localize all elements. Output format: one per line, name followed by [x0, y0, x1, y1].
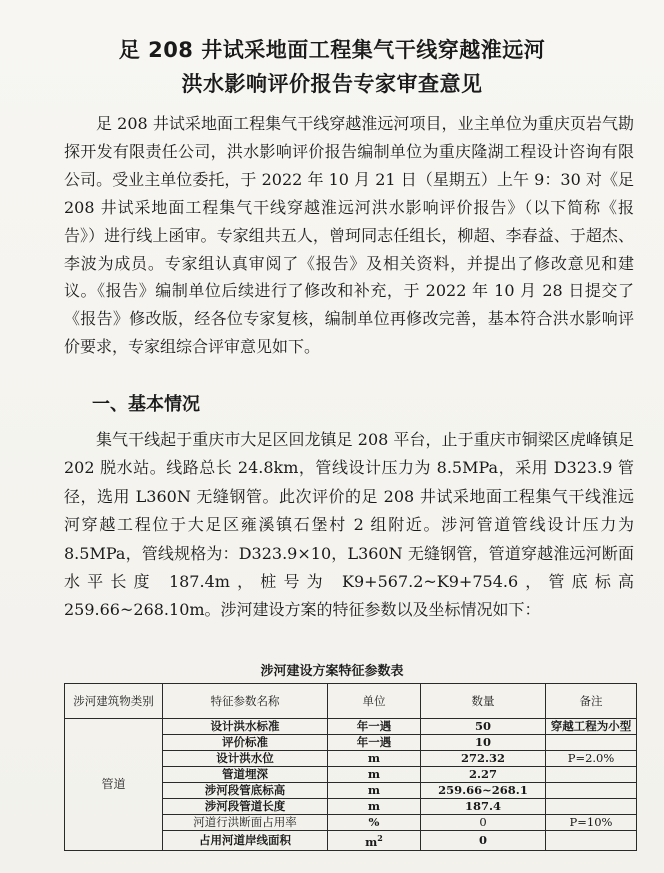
- param-qty: 187.4: [421, 799, 546, 815]
- table-row: [65, 719, 637, 735]
- param-unit: m: [328, 751, 421, 767]
- param-name: 管道埋深: [163, 767, 328, 783]
- section1-paragraph: 集气干线起于重庆市大足区回龙镇足 208 平台，止于重庆市铜梁区虎峰镇足 202 脱水站。线路总长 24.8km，管线设计压力为 8.5MPa，采用 D323.9 管径，选用 L360N 无缝钢管。此次评价的足 208 井试采地面工程集气干线淮远河穿越工程位于大足区雍溪镇石堡村 2 组附近。涉河管道管线设计压力为 8.5MPa，管线规格为：D323.9×10，L360N 无缝钢管，管道穿越淮远河断面水平长度 187.4m，桩号为 K9+567.2~K9+754.6，管底标高 259.66~268.10m。涉河建设方案的特征参数以及坐标情况如下：: [64, 430, 634, 620]
- param-note: [546, 831, 637, 851]
- param-unit: [328, 831, 421, 851]
- param-note: 穿越工程为小型: [546, 719, 637, 735]
- param-unit: m: [328, 767, 421, 783]
- param-unit: m: [328, 783, 421, 799]
- param-name: 河道行洪断面占用率: [163, 815, 328, 831]
- table-header-row: [65, 684, 637, 719]
- param-unit: 年一遇: [328, 719, 421, 735]
- header-category: 涉河建筑物类别: [65, 684, 163, 719]
- param-unit: 年一遇: [328, 735, 421, 751]
- param-name: 设计洪水标准: [163, 719, 328, 735]
- param-name: 占用河道岸线面积: [163, 831, 328, 851]
- param-unit: m: [328, 799, 421, 815]
- param-note: P=10%: [546, 815, 637, 831]
- header-note: 备注: [546, 684, 637, 719]
- category-cell: 管道: [65, 719, 163, 851]
- param-name: 涉河段管底标高: [163, 783, 328, 799]
- parameter-table: [64, 683, 637, 851]
- document-title-line1: 足 208 井试采地面工程集气干线穿越淮远河: [118, 38, 546, 62]
- header-unit: 单位: [328, 684, 421, 719]
- param-note: [546, 735, 637, 751]
- param-qty: 50: [421, 719, 546, 735]
- header-param-name: 特征参数名称: [163, 684, 328, 719]
- param-qty: 0: [421, 815, 546, 831]
- param-name: 评价标准: [163, 735, 328, 751]
- param-qty: 0: [421, 831, 546, 851]
- param-note: P=2.0%: [546, 751, 637, 767]
- unit-text: m: [365, 834, 378, 849]
- param-note: [546, 767, 637, 783]
- header-quantity: 数量: [421, 684, 546, 719]
- document-title-line2: 洪水影响评价报告专家审查意见: [181, 72, 483, 96]
- table-title: 涉河建设方案特征参数表: [260, 664, 404, 679]
- param-qty: 10: [421, 735, 546, 751]
- param-name: 涉河段管道长度: [163, 799, 328, 815]
- param-note: [546, 783, 637, 799]
- param-qty: 259.66~268.1: [421, 783, 546, 799]
- param-unit: %: [328, 815, 421, 831]
- intro-paragraph: 足 208 井试采地面工程集气干线穿越淮远河项目，业主单位为重庆页岩气勘探开发有限责任公司，洪水影响评价报告编制单位为重庆隆湖工程设计咨询有限公司。受业主单位委托，于 2022 年 10 月 21 日（星期五）上午 9：30 对《足 208 井试采地面工程集气干线穿越淮远河洪水影响评价报告》（以下简称《报告》）进行线上函审。专家组共五人，曾珂同志任组长，柳超、李春益、于超杰、李波为成员。专家组认真审阅了《报告》及相关资料，并提出了修改意见和建议。《报告》编制单位后续进行了修改和补充，于 2022 年 10 月 28 日提交了《报告》修改版，经各位专家复核，编制单位再修改完善，基本符合洪水影响评价要求，专家组综合评审意见如下。: [64, 114, 634, 357]
- param-note: [546, 799, 637, 815]
- param-qty: 2.27: [421, 767, 546, 783]
- unit-superscript: 2: [377, 833, 383, 843]
- param-name: 设计洪水位: [163, 751, 328, 767]
- section1-heading: 一、基本情况: [92, 394, 200, 415]
- param-qty: 272.32: [421, 751, 546, 767]
